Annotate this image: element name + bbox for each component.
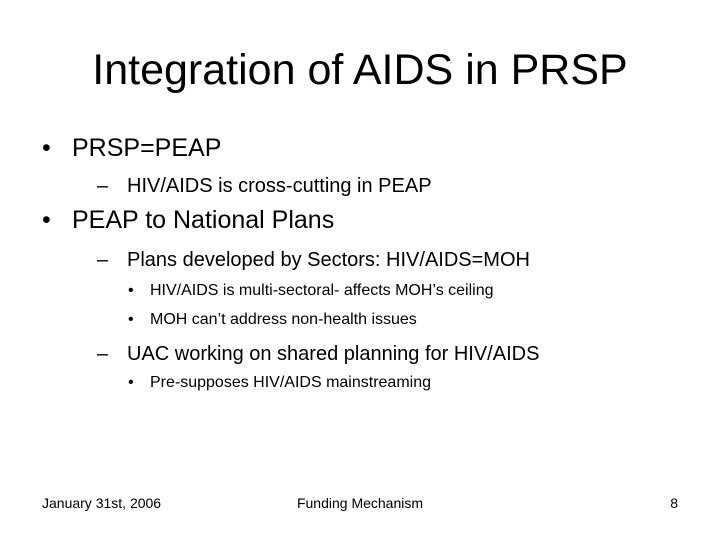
page-number: 8 <box>670 495 678 511</box>
bullet-text: MOH can’t address non-health issues <box>150 311 417 328</box>
bullet-level3 <box>128 373 431 393</box>
bullet-text: UAC working on shared planning for HIV/AIDS <box>127 343 540 365</box>
bullet-marker: • <box>128 311 134 328</box>
bullet-marker: • <box>42 206 51 234</box>
bullet-level2 <box>97 247 530 273</box>
bullet-level3 <box>128 281 494 301</box>
footer-center-text: Funding Mechanism <box>296 495 424 511</box>
dash-marker: – <box>97 343 109 365</box>
bullet-level2 <box>97 341 539 367</box>
bullet-level2 <box>97 173 432 199</box>
bullet-marker: • <box>128 282 134 299</box>
bullet-text: PEAP to National Plans <box>72 206 335 234</box>
slide-title: Integration of AIDS in PRSP <box>92 46 628 94</box>
dash-marker: – <box>97 175 109 197</box>
bullet-level1 <box>42 133 221 163</box>
bullet-level3 <box>128 310 417 330</box>
bullet-text: HIV/AIDS is multi-sectoral- affects MOH’s ceiling <box>150 282 494 299</box>
bullet-level1 <box>42 205 334 235</box>
bullet-text: HIV/AIDS is cross-cutting in PEAP <box>127 175 432 197</box>
bullet-marker: • <box>128 374 134 391</box>
footer-date: January 31st, 2006 <box>42 495 162 511</box>
bullet-text: Plans developed by Sectors: HIV/AIDS=MOH <box>127 249 530 271</box>
bullet-text: PRSP=PEAP <box>72 134 222 162</box>
dash-marker: – <box>97 249 109 271</box>
bullet-text: Pre-supposes HIV/AIDS mainstreaming <box>150 374 431 391</box>
bullet-marker: • <box>42 134 51 162</box>
